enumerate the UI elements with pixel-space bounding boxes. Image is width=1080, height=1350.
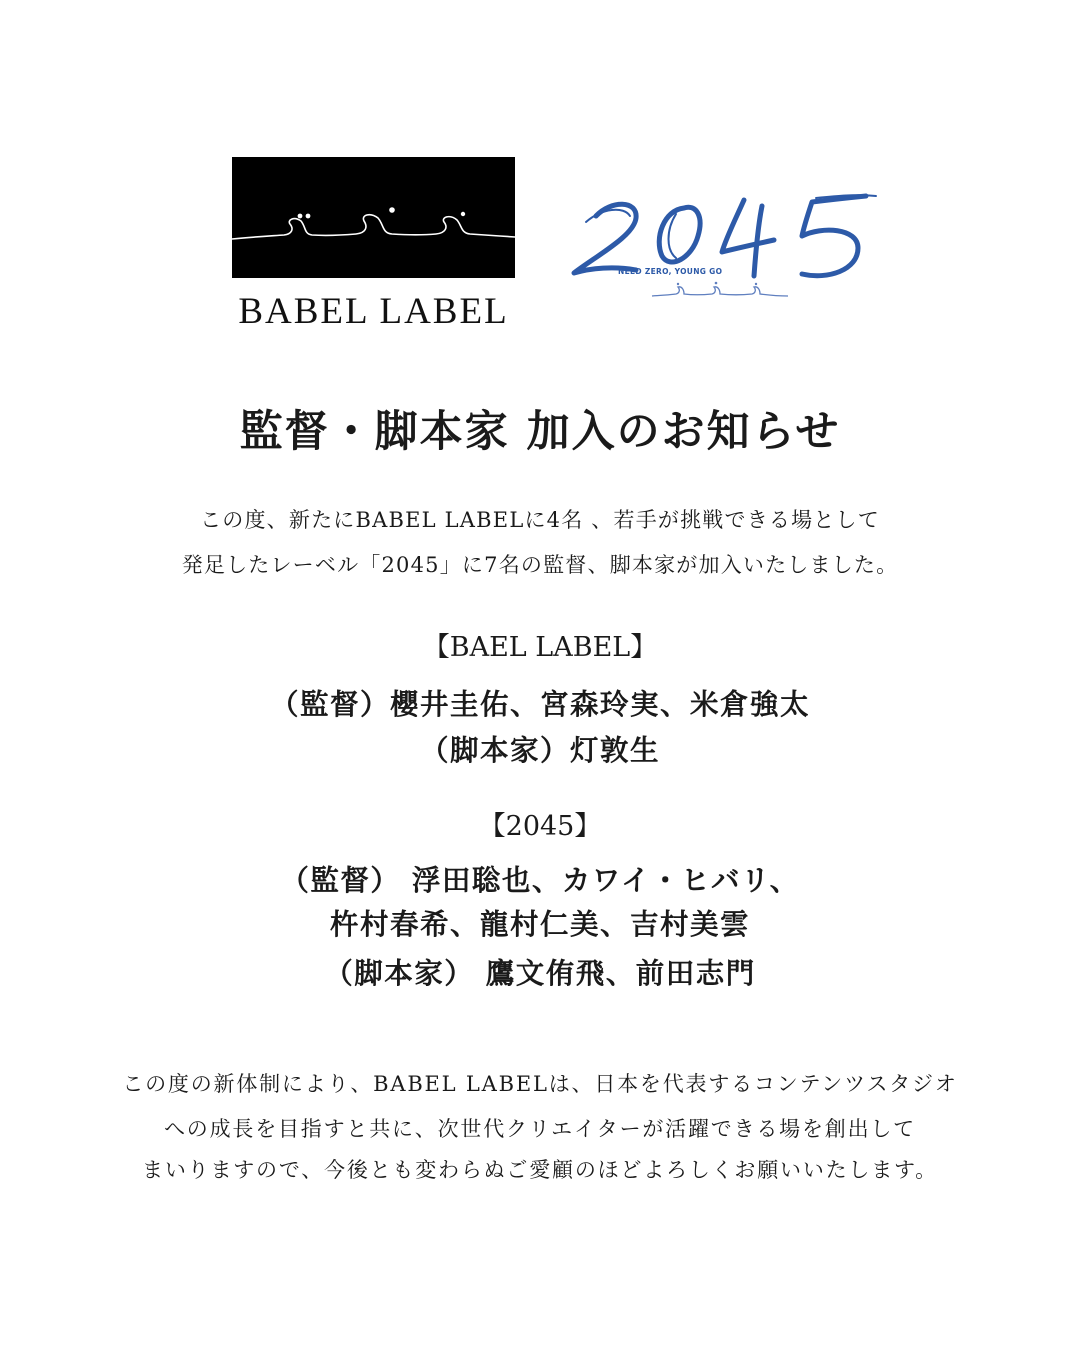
logo-2045 bbox=[566, 178, 890, 308]
intro-line-2: 発足したレーベル「2045」に7名の監督、脚本家が加入いたしました。 bbox=[181, 553, 899, 577]
2045-directors-line-2: 杵村春希、龍村仁美、吉村美雲 bbox=[329, 907, 750, 941]
babel-label-directors: （監督）櫻井圭佑、宮森玲実、米倉強太 bbox=[269, 687, 810, 721]
logo-2045-tagline: NEED ZERO, YOUNG GO bbox=[618, 267, 723, 276]
outro-line-3: まいりますので、今後とも変わらぬご愛顧のほどよろしくお願いいたします。 bbox=[142, 1158, 938, 1182]
babel-label-wordmark: BABEL LABEL bbox=[238, 291, 509, 332]
2045-writers: （脚本家） 鷹文侑飛、前田志門 bbox=[324, 956, 756, 990]
page-title: 監督・脚本家 加入のお知らせ bbox=[239, 407, 841, 457]
2045-directors-line-1: （監督） 浮田聡也、カワイ・ヒバリ、 bbox=[280, 863, 800, 897]
section-heading-babel-label: 【BAEL LABEL】 bbox=[422, 632, 658, 663]
outro-line-1: この度の新体制により、BABEL LABELは、日本を代表するコンテンツスタジオ bbox=[122, 1072, 958, 1096]
logo-2045-handwritten-icon bbox=[566, 178, 890, 308]
intro-line-1: この度、新たにBABEL LABELに4名 、若手が挑戦できる場として bbox=[200, 508, 880, 532]
babel-label-writers: （脚本家）灯敦生 bbox=[419, 733, 660, 767]
babel-wave-icon bbox=[232, 157, 515, 278]
section-heading-2045: 【2045】 bbox=[478, 811, 602, 842]
outro-line-2: への成長を目指すと共に、次世代クリエイターが活躍できる場を創出して bbox=[164, 1117, 916, 1141]
babel-label-logo bbox=[232, 157, 515, 278]
